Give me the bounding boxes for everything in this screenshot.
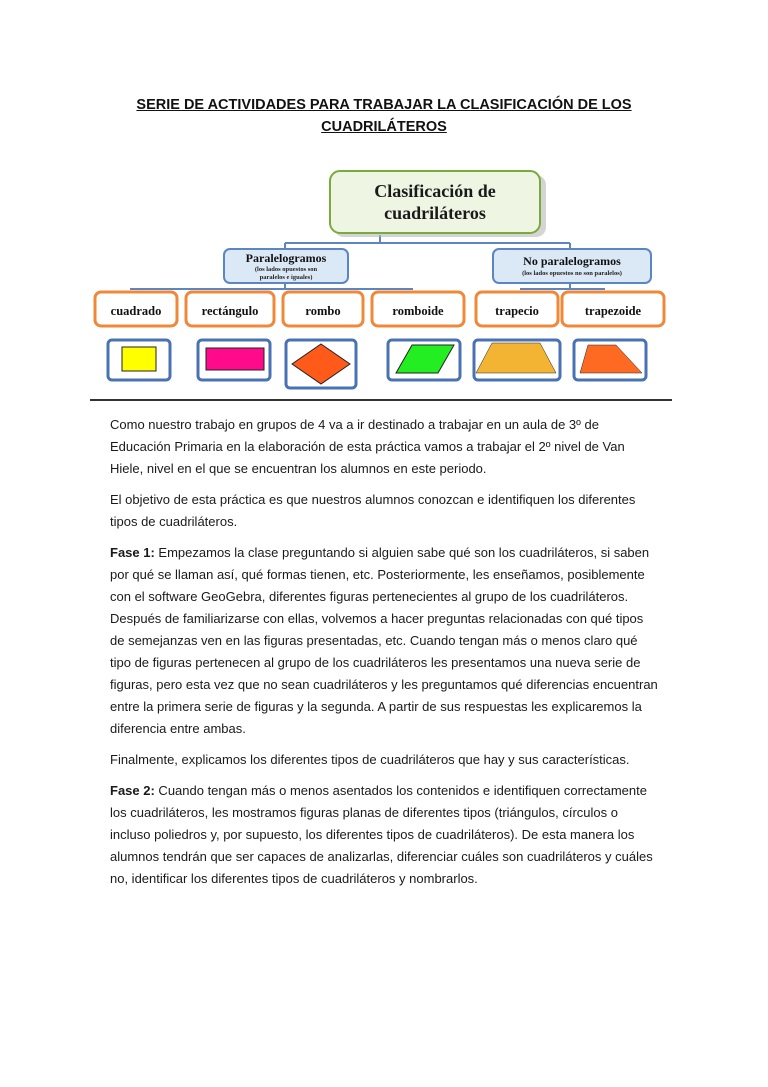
branch-sublabel-2: paralelos e iguales): [259, 274, 313, 281]
fase-1-text: Empezamos la clase preguntando si alguien sabe qué son los cuadriláteros, si saben por qué se llaman así, qué formas tienen, etc. Posteriormente, les enseñamos, posiblemente con el software GeoGebra, diferentes figuras pertenecientes al grupo de los cuadriláteros. Después de familiarizarse con ellas, volvemos a hacer preguntas relacionadas con qué tipos de semejanzas ven en las figuras presentadas, etc. Cuando tengan más o menos claro qué tipo de figuras pertenecen al grupo de los cuadriláteros les presentamos una nueva serie de figuras, pero esta vez que no sean cuadriláteros y les preguntamos qué diferencias encuentran entre la primera serie de figuras y la segunda. A partir de sus respuestas les explicaremos la diferencia entre ambas.: [110, 545, 658, 736]
leaf-label-rombo: rombo: [305, 304, 341, 318]
root-node: [330, 171, 546, 237]
paragraph-intro: Como nuestro trabajo en grupos de 4 va a ir destinado a trabajar en un aula de 3º de Educación Primaria en la elaboración de esta práctica vamos a trabajar el 2º nivel de Van Hiele, nivel en el que se encuentran los alumnos en este periodo.: [110, 417, 625, 476]
fase-2-text: Cuando tengan más o menos asentados los contenidos e identifiquen correctamente los cuadriláteros, les mostramos figuras planas de diferentes tipos (triángulos, círculos o incluso poliedros y, por supuesto, los diferentes tipos de cuadriláteros). De esta manera los alumnos tendrán que ser capaces de analizarlas, diferenciar cuáles son cuadriláteros y cuáles no, identificar los diferentes tipos de cuadriláteros y nombrarlos.: [110, 783, 653, 886]
fase-1-label: Fase 1:: [110, 545, 155, 560]
paragraph-fase-2: [110, 780, 658, 890]
shape-frames: [108, 340, 646, 388]
leaf-node-trapezoide: [562, 292, 664, 326]
leaf-label-trapecio: trapecio: [495, 304, 539, 318]
title-line-1: SERIE DE ACTIVIDADES PARA TRABAJAR LA CLASIFICACIÓN DE LOS: [136, 97, 632, 113]
leaf-label-cuadrado: cuadrado: [110, 304, 162, 318]
leaf-label-rectangulo: rectángulo: [201, 304, 259, 318]
square-shape: [122, 347, 156, 371]
document-title: [110, 94, 658, 138]
branch-label: Paralelogramos: [245, 251, 327, 265]
leaf-node-cuadrado: [95, 292, 177, 326]
leaf-node-romboide: [372, 292, 464, 326]
title-line-2: CUADRILÁTEROS: [321, 119, 447, 135]
branch-node-no-paralelogramos: [493, 249, 651, 283]
leaf-node-rectangulo: [186, 292, 274, 326]
leaf-node-trapecio: [476, 292, 558, 326]
root-label-line-2: cuadriláteros: [384, 203, 486, 223]
leaf-node-rombo: [283, 292, 363, 326]
root-label-line-1: Clasificación de: [374, 181, 496, 201]
paragraph-finalmente: Finalmente, explicamos los diferentes tipos de cuadriláteros que hay y sus características.: [110, 752, 630, 767]
rectangle-shape: [206, 348, 264, 370]
leaf-label-trapezoide: trapezoide: [584, 304, 642, 318]
branch-sublabel-1: (los lados opuestos son: [254, 266, 318, 273]
leaf-label-romboide: romboide: [392, 304, 444, 318]
horizontal-rule: [90, 399, 672, 401]
branch-sublabel-1: (los lados opuestos no son paralelos): [522, 270, 622, 277]
fase-2-label: Fase 2:: [110, 783, 155, 798]
document-body: [110, 414, 658, 899]
branch-label: No paralelogramos: [523, 254, 621, 268]
paragraph-fase-1: [110, 542, 658, 740]
paragraph-objective: El objetivo de esta práctica es que nuestros alumnos conozcan e identifiquen los diferentes tipos de cuadriláteros.: [110, 492, 636, 529]
branch-node-paralelogramos: [224, 249, 348, 283]
quadrilateral-classification-diagram: [90, 165, 672, 395]
